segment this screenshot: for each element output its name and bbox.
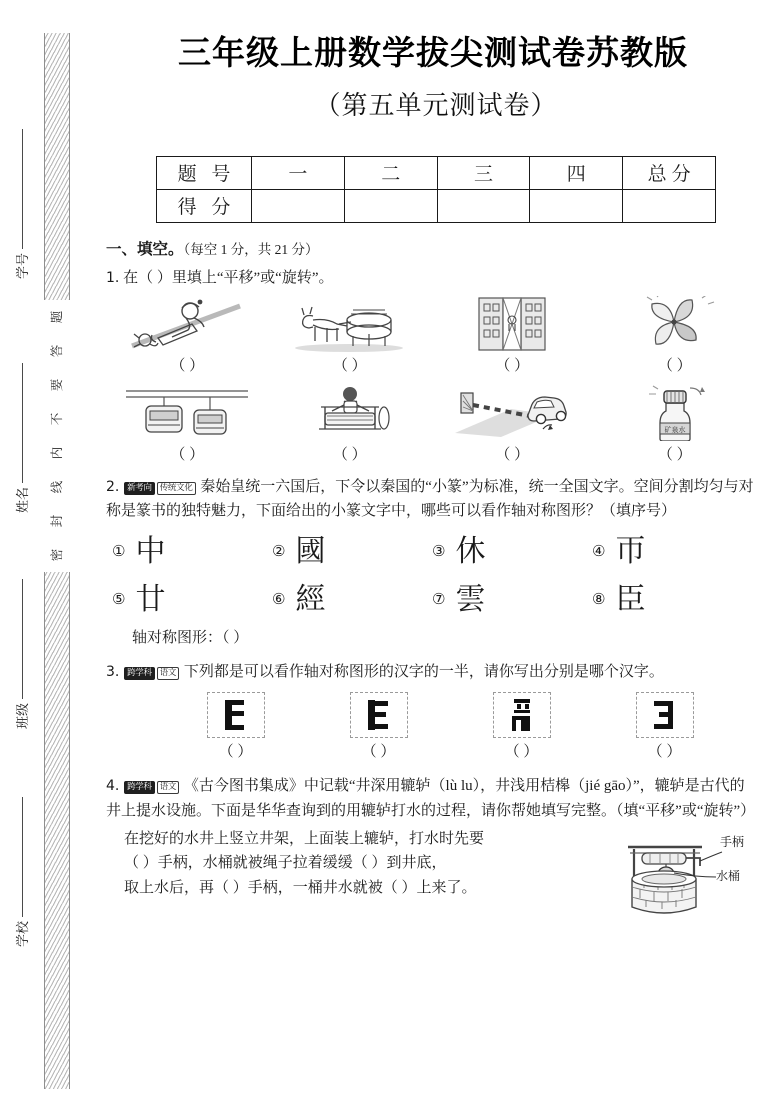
- half-char-wang: [350, 692, 408, 738]
- seal-char-4: 内: [50, 446, 64, 460]
- question-4-line-3[interactable]: 取上水后，再（ ）手柄，一桶井水就被（ ）上来了。: [124, 879, 477, 896]
- option-number: ⑦: [432, 590, 446, 609]
- option-number: ④: [592, 542, 606, 561]
- seal-field-label: 学校: [15, 921, 30, 948]
- answer-blank-label: 轴对称图形：（ ）: [132, 629, 249, 646]
- option-number: ②: [272, 542, 286, 561]
- seal-char-2: 要: [50, 378, 64, 392]
- question-1-stem: [106, 266, 756, 290]
- seal-script-char: 廿: [135, 581, 166, 617]
- answer-blank[interactable]: （ ）: [170, 446, 205, 463]
- score-cell-total[interactable]: [623, 189, 716, 222]
- score-cell-4[interactable]: [530, 189, 623, 222]
- seal-glyph-item: [432, 580, 592, 620]
- score-table-row-label: 得 分: [157, 189, 252, 222]
- question-4-line-2[interactable]: （ ）手柄，水桶就被绳子拉着缓缓（ ）到井底，: [124, 855, 447, 872]
- score-cell-1[interactable]: [252, 189, 345, 222]
- seal-char-0: 题: [50, 310, 64, 324]
- half-char-mu: [207, 692, 265, 738]
- picture-cell: [437, 296, 587, 378]
- section-number: 一、: [106, 240, 138, 258]
- donkey-millstone-icon: [275, 296, 425, 352]
- table-row-score: [157, 189, 716, 222]
- option-number: ①: [112, 542, 126, 561]
- score-table-col-3: 三: [437, 156, 530, 189]
- seal-glyph-item: [592, 532, 752, 572]
- badge-chinese-subject: 语文: [157, 667, 179, 680]
- write-rule: [22, 797, 23, 917]
- score-table: [156, 156, 716, 223]
- question-2-seal-row-2: [106, 580, 756, 620]
- score-table-col-2: 二: [344, 156, 437, 189]
- title-block: [92, 0, 780, 122]
- question-4-stem: [106, 774, 756, 823]
- seal-glyph-item: [112, 580, 272, 620]
- figure-label-handle: 手柄: [720, 835, 745, 850]
- page-subtitle: （第五单元测试卷）: [314, 90, 558, 120]
- answer-blank[interactable]: （ ）: [657, 446, 692, 463]
- badge-cross-discipline: 跨学科: [124, 781, 155, 794]
- score-cell-3[interactable]: [437, 189, 530, 222]
- seal-field-column: [6, 33, 40, 1089]
- seal-field-xuehao[interactable]: [6, 253, 40, 280]
- seal-char-7: 密: [50, 548, 64, 562]
- question-4-body: [106, 827, 756, 931]
- question-1-text: 在（ ）里填上“平移”或“旋转”。: [123, 270, 334, 287]
- half-char-shan: [636, 692, 694, 738]
- answer-blank[interactable]: （ ）: [504, 744, 539, 761]
- windlass-well-figure: [616, 827, 756, 931]
- picture-cell: [275, 385, 425, 467]
- score-table-col-4: 四: [530, 156, 623, 189]
- seal-field-label: 学号: [15, 253, 30, 280]
- option-number: ⑥: [272, 590, 286, 609]
- bottle-cap-icon: [600, 385, 750, 441]
- question-3-text: 下列都是可以看作轴对称图形的汉字的一半，请你写出分别是哪个汉字。: [183, 663, 664, 680]
- seal-script-char: 雲: [455, 581, 486, 617]
- score-cell-2[interactable]: [344, 189, 437, 222]
- question-3: [106, 660, 756, 765]
- question-number: 2.: [106, 478, 120, 495]
- seal-script-char: 帀: [615, 533, 646, 569]
- table-row-question-no: [157, 156, 716, 189]
- question-2-answer-line[interactable]: [132, 626, 756, 650]
- question-number: 1.: [106, 270, 120, 287]
- answer-blank[interactable]: （ ）: [361, 744, 396, 761]
- answer-blank[interactable]: （ ）: [170, 358, 205, 375]
- write-rule: [22, 363, 23, 483]
- question-4-paragraph: [124, 827, 612, 931]
- seal-margin-strip: [0, 0, 92, 1103]
- exam-content: [92, 237, 780, 931]
- answer-blank[interactable]: （ ）: [495, 358, 530, 375]
- badge-new-trend: 新考向: [124, 482, 155, 495]
- question-number: 4.: [106, 778, 120, 795]
- figure-label-bucket: 水桶: [716, 869, 741, 884]
- picture-cell: [437, 385, 587, 467]
- question-2-text: 秦始皇统一六国后，下令以秦国的“小篆”为标准，统一全国文字。空间分割均匀与对称是篆书的独特魅力，下面给出的小篆文字中，哪些可以看作轴对称图形？（填序号）: [106, 478, 754, 520]
- seal-field-label: 姓名: [15, 487, 30, 514]
- svg-text:矿泉水: 矿泉水: [664, 425, 686, 434]
- answer-blank[interactable]: （ ）: [332, 358, 367, 375]
- write-rule: [22, 129, 23, 249]
- question-4-line-1: 在挖好的水井上竖立井架，上面装上辘轳，打水时先要: [124, 831, 485, 848]
- seal-field-label: 班级: [15, 703, 30, 730]
- score-table-col-total: 总分: [623, 156, 716, 189]
- pinwheel-icon: [600, 296, 750, 352]
- answer-blank[interactable]: （ ）: [647, 744, 682, 761]
- question-4: [106, 774, 756, 931]
- seal-field-xuexiao[interactable]: [6, 921, 40, 948]
- sledding-icon: [112, 296, 262, 352]
- seal-script-char: 休: [455, 533, 486, 569]
- badge-cross-discipline: 跨学科: [124, 667, 155, 680]
- cable-car-icon: [112, 385, 262, 441]
- picture-cell: [600, 385, 750, 467]
- seal-field-xingming[interactable]: [6, 487, 40, 514]
- option-number: ③: [432, 542, 446, 561]
- exam-page: [92, 0, 780, 1103]
- elevator-building-icon: [437, 296, 587, 352]
- seal-glyph-item: [432, 532, 592, 572]
- seal-script-char: 經: [295, 581, 326, 617]
- question-2-seal-row-1: [106, 532, 756, 572]
- seal-script-char: 臣: [615, 581, 646, 617]
- option-number: ⑧: [592, 590, 606, 609]
- picture-cell: [275, 296, 425, 378]
- question-4-text: 《古今图书集成》中记载“井深用辘轳（lù lu），井浅用桔槔（jié gāo）”，辘轳是古代的井上提水设施。下面是华华查询到的用辘轳打水的过程，请你帮她填写完整。（填“平移”或“旋转”）: [106, 778, 756, 819]
- question-2: [106, 475, 756, 650]
- seal-glyph-item: [272, 580, 432, 620]
- picture-cell: [112, 385, 262, 467]
- answer-blank[interactable]: （ ）: [218, 744, 253, 761]
- score-table-row-label: 题 号: [157, 156, 252, 189]
- question-3-stem: [106, 660, 756, 684]
- picture-cell: [600, 296, 750, 378]
- car-barrier-gate-icon: [437, 385, 587, 441]
- page-title: 三年级上册数学拔尖测试卷苏教版: [178, 33, 688, 72]
- answer-blank[interactable]: （ ）: [332, 446, 367, 463]
- swing-bench-icon: [275, 385, 425, 441]
- seal-char-5: 线: [50, 480, 64, 494]
- half-char-cell: [450, 692, 593, 764]
- answer-blank[interactable]: （ ）: [495, 446, 530, 463]
- half-char-cell: [593, 692, 736, 764]
- half-char-cell: [307, 692, 450, 764]
- question-2-stem: [106, 475, 756, 524]
- seal-field-banji[interactable]: [6, 703, 40, 730]
- section-name: 填空。: [137, 240, 184, 258]
- seal-char-3: 不: [50, 412, 64, 426]
- seal-inner-text: [44, 300, 70, 572]
- question-1: [106, 266, 756, 467]
- section-heading-fill-blank: [106, 237, 756, 262]
- half-char-cell: [164, 692, 307, 764]
- seal-glyph-item: [112, 532, 272, 572]
- question-1-picture-row-1: [106, 296, 756, 378]
- badge-chinese-subject: 语文: [157, 781, 179, 794]
- seal-script-char: 中: [135, 533, 166, 569]
- option-number: ⑤: [112, 590, 126, 609]
- seal-script-char: 國: [295, 533, 326, 569]
- half-char-pin: [493, 692, 551, 738]
- picture-cell: [112, 296, 262, 378]
- answer-blank[interactable]: （ ）: [657, 358, 692, 375]
- seal-char-6: 封: [50, 514, 64, 528]
- seal-char-1: 答: [50, 344, 64, 358]
- question-1-picture-row-2: [106, 385, 756, 467]
- question-number: 3.: [106, 663, 120, 680]
- score-table-col-1: 一: [252, 156, 345, 189]
- seal-glyph-item: [272, 532, 432, 572]
- question-3-half-char-row: [106, 692, 756, 764]
- seal-glyph-item: [592, 580, 752, 620]
- badge-traditional-culture: 传统文化: [157, 482, 196, 495]
- section-points: （每空 1 分，共 21 分）: [183, 241, 319, 257]
- write-rule: [22, 579, 23, 699]
